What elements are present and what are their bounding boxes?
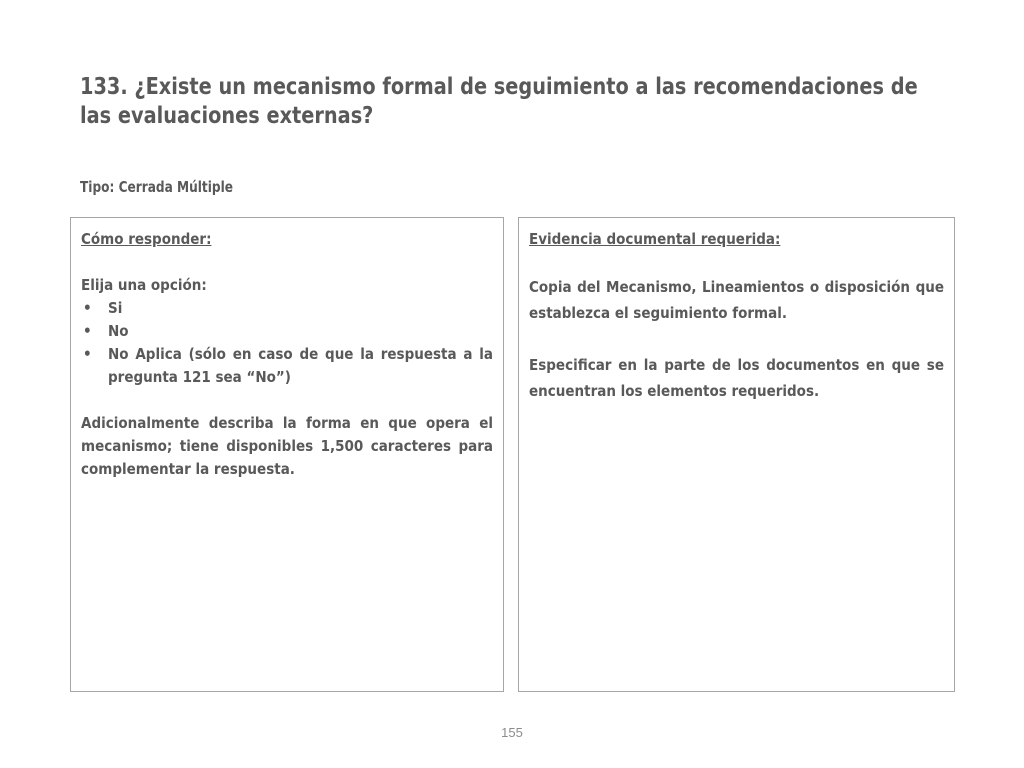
- option-item-no-aplica: [81, 343, 493, 389]
- option-label: Si: [108, 299, 123, 317]
- question-title: 133. ¿Existe un mecanismo formal de seguimiento a las recomendaciones de las evaluaciones externas?: [80, 74, 918, 129]
- documentary-evidence-panel: [518, 217, 955, 692]
- page-number: 155: [501, 725, 523, 740]
- option-item-no: [81, 320, 493, 343]
- bullet-icon: •: [83, 345, 92, 363]
- additional-instructions: Adicionalmente describa la forma en que opera el mecanismo; tiene disponibles 1,500 caracteres para complementar la respuesta.: [81, 414, 493, 478]
- how-to-answer-panel: [70, 217, 504, 692]
- bullet-icon: •: [83, 322, 92, 340]
- how-to-answer-heading: Cómo responder:: [81, 230, 212, 248]
- choose-option-label: Elija una opción:: [81, 276, 207, 294]
- answer-options-list: [81, 297, 493, 389]
- documentary-evidence-heading: Evidencia documental requerida:: [529, 230, 781, 248]
- evidence-paragraph: Copia del Mecanismo, Lineamientos o disposición que establezca el seguimiento formal.: [529, 278, 944, 322]
- option-item-si: [81, 297, 493, 320]
- bullet-icon: •: [83, 299, 92, 317]
- option-label: No Aplica (sólo en caso de que la respuesta a la pregunta 121 sea “No”): [108, 345, 493, 386]
- evidence-paragraph: Especificar en la parte de los documentos en que se encuentran los elementos requeridos.: [529, 356, 944, 400]
- question-type: Tipo: Cerrada Múltiple: [80, 178, 233, 196]
- option-label: No: [108, 322, 129, 340]
